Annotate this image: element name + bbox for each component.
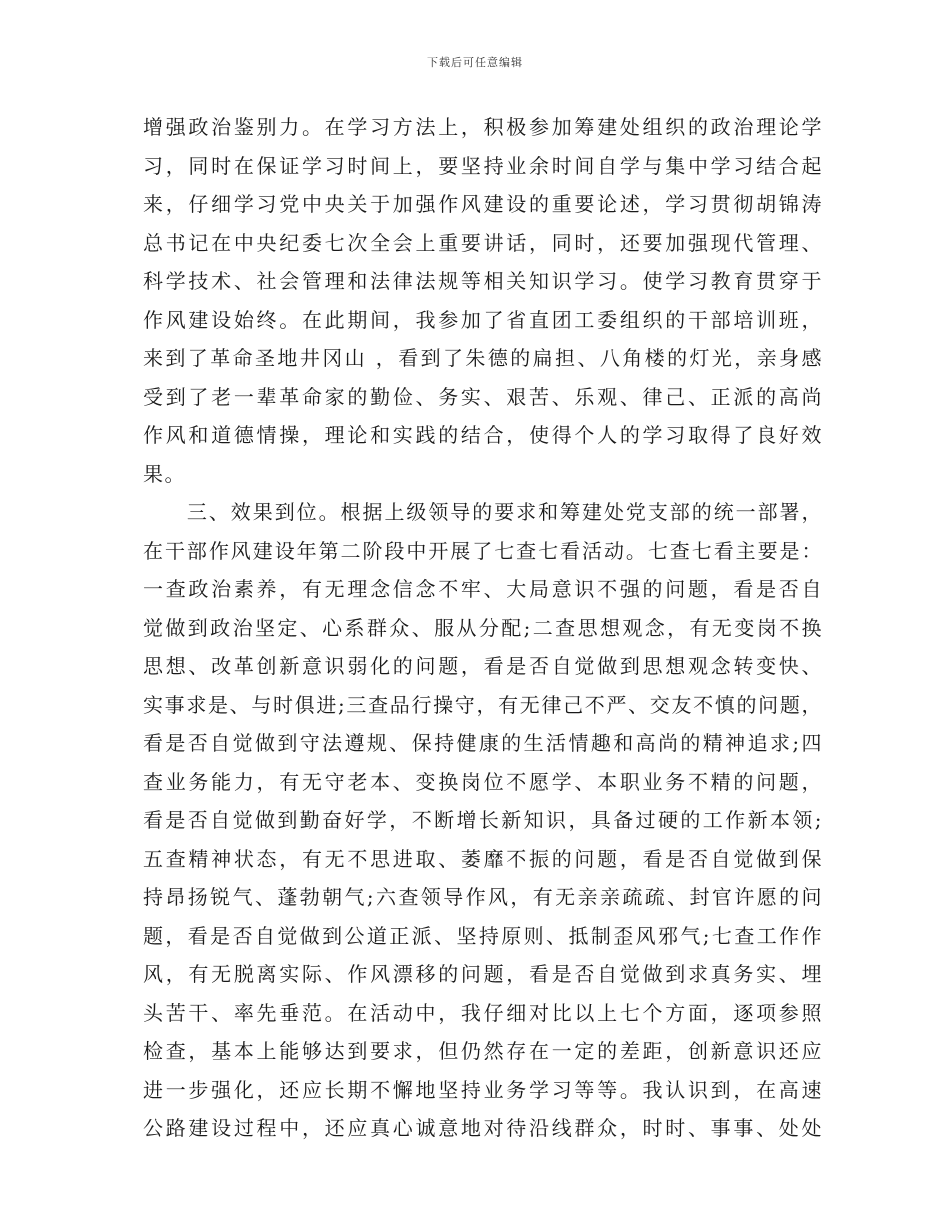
text-line: 风，有无脱离实际、作风漂移的问题，看是否自觉做到求真务实、埋 (143, 962, 823, 986)
text-line: 一查政治素养，有无理念信念不牢、大局意识不强的问题，看是否自 (143, 577, 823, 601)
text-line: 受到了老一辈革命家的勤俭、务实、艰苦、乐观、律己、正派的高尚 (143, 384, 823, 409)
text-line: 看是否自觉做到勤奋好学，不断增长新知识，具备过硬的工作新本领; (143, 808, 823, 832)
text-line: 作风建设始终。在此期间，我参加了省直团工委组织的干部培训班， (143, 307, 823, 332)
text-line: 实事求是、与时俱进;三查品行操守，有无律己不严、交友不慎的问题， (143, 692, 823, 717)
text-line: 作风和道德情操，理论和实践的结合，使得个人的学习取得了良好效 (143, 423, 823, 447)
text-line: 习，同时在保证学习时间上，要坚持业余时间自学与集中学习结合起 (143, 153, 823, 178)
text-line: 来，仔细学习党中央关于加强作风建设的重要论述，学习贯彻胡锦涛 (143, 192, 823, 216)
text-line: 三、效果到位。根据上级领导的要求和筹建处党支部的统一部署， (143, 500, 823, 524)
text-line: 增强政治鉴别力。在学习方法上，积极参加筹建处组织的政治理论学 (143, 115, 823, 139)
text-line: 科学技术、社会管理和法律法规等相关知识学习。使学习教育贯穿于 (143, 269, 823, 293)
text-line: 进一步强化，还应长期不懈地坚持业务学习等等。我认识到，在高速 (143, 1077, 823, 1102)
text-line: 头苦干、率先垂范。在活动中，我仔细对比以上七个方面，逐项参照 (143, 1000, 823, 1025)
text-line: 查业务能力，有无守老本、变换岗位不愿学、本职业务不精的问题， (143, 769, 823, 794)
body-text (143, 108, 823, 1148)
text-line: 五查精神状态，有无不思进取、萎靡不振的问题，看是否自觉做到保 (143, 846, 823, 871)
text-line: 检查，基本上能够达到要求，但仍然存在一定的差距，创新意识还应 (143, 1039, 823, 1063)
text-line: 在干部作风建设年第二阶段中开展了七查七看活动。七查七看主要是： (143, 538, 823, 563)
text-line: 看是否自觉做到守法遵规、保持健康的生活情趣和高尚的精神追求;四 (143, 731, 823, 755)
text-line: 果。 (143, 461, 186, 486)
header-note: 下载后可任意编辑 (427, 56, 523, 69)
text-line: 总书记在中央纪委七次全会上重要讲话，同时，还要加强现代管理、 (143, 230, 823, 255)
text-line: 公路建设过程中，还应真心诚意地对待沿线群众，时时、事事、处处 (143, 1116, 823, 1140)
text-line: 觉做到政治坚定、心系群众、服从分配;二查思想观念，有无变岗不换 (143, 615, 823, 640)
text-line: 题，看是否自觉做到公道正派、坚持原则、抵制歪风邪气;七查工作作 (143, 923, 823, 948)
text-line: 思想、改革创新意识弱化的问题，看是否自觉做到思想观念转变快、 (143, 654, 823, 678)
text-line: 来到了革命圣地井冈山 ，看到了朱德的扁担、八角楼的灯光，亲身感 (143, 346, 823, 370)
text-line: 持昂扬锐气、蓬勃朝气;六查领导作风，有无亲亲疏疏、封官许愿的问 (143, 885, 823, 909)
